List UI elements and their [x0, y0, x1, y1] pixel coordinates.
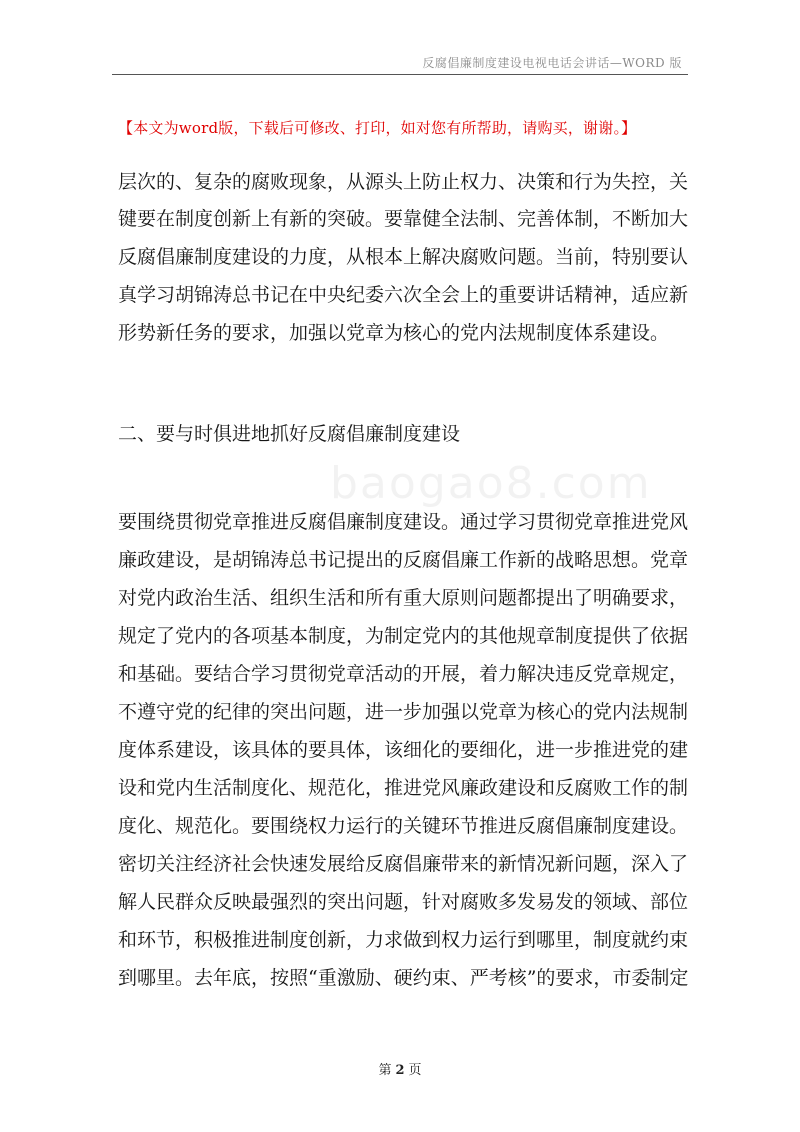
- paragraph-line: 形势新任务的要求，加强以党章为核心的党内法规制度体系建设。: [118, 322, 670, 344]
- paragraph-line: 和环节，积极推进制度创新，力求做到权力运行到哪里，制度就约束: [118, 929, 689, 951]
- header-title: 反腐倡廉制度建设电视电话会讲话—WORD 版: [422, 56, 682, 70]
- paragraph-line: 键要在制度创新上有新的突破。要靠健全法制、完善体制，不断加大: [118, 208, 689, 230]
- page-number: 2: [395, 1063, 405, 1078]
- paragraph-line: 度化、规范化。要围绕权力运行的关键环节推进反腐倡廉制度建设。: [118, 815, 689, 837]
- paragraph-line: 规定了党内的各项基本制度，为制定党内的其他规章制度提供了依据: [118, 625, 689, 647]
- paragraph-line: 层次的、复杂的腐败现象，从源头上防止权力、决策和行为失控，关: [118, 171, 689, 193]
- paragraph-line: 解人民群众反映最强烈的突出问题，针对腐败多发易发的领域、部位: [118, 891, 689, 913]
- paragraph-line: 真学习胡锦涛总书记在中央纪委六次全会上的重要讲话精神，适应新: [118, 284, 689, 306]
- purchase-notice: 【本文为word版，下载后可修改、打印，如对您有所帮助，请购买，谢谢。】: [118, 119, 637, 137]
- paragraph-line: 度体系建设，该具体的要具体，该细化的要细化，进一步推进党的建: [118, 739, 689, 761]
- paragraph-line: 反腐倡廉制度建设的力度，从根本上解决腐败问题。当前，特别要认: [118, 246, 689, 268]
- paragraph-line: 设和党内生活制度化、规范化，推进党风廉政建设和反腐败工作的制: [118, 777, 689, 799]
- watermark: baogao8.com: [330, 458, 652, 509]
- paragraph-line: 密切关注经济社会快速发展给反腐倡廉带来的新情况新问题，深入了: [118, 853, 689, 875]
- page-footer: [0, 1059, 800, 1078]
- paragraph-line: 对党内政治生活、组织生活和所有重大原则问题都提出了明确要求，: [118, 587, 689, 609]
- footer-suffix: 页: [408, 1063, 422, 1078]
- paragraph-line: 廉政建设，是胡锦涛总书记提出的反腐倡廉工作新的战略思想。党章: [118, 549, 689, 571]
- paragraph-line: 不遵守党的纪律的突出问题，进一步加强以党章为核心的党内法规制: [118, 701, 689, 723]
- section-heading: 二、要与时俱进地抓好反腐倡廉制度建设: [118, 423, 461, 445]
- header-divider: [112, 74, 688, 75]
- paragraph-line: 和基础。要结合学习贯彻党章活动的开展，着力解决违反党章规定，: [118, 663, 689, 685]
- paragraph-line: 到哪里。去年底，按照“重激励、硬约束、严考核”的要求，市委制定: [118, 967, 689, 989]
- footer-prefix: 第: [378, 1063, 392, 1078]
- paragraph-line: 要围绕贯彻党章推进反腐倡廉制度建设。通过学习贯彻党章推进党风: [118, 511, 689, 533]
